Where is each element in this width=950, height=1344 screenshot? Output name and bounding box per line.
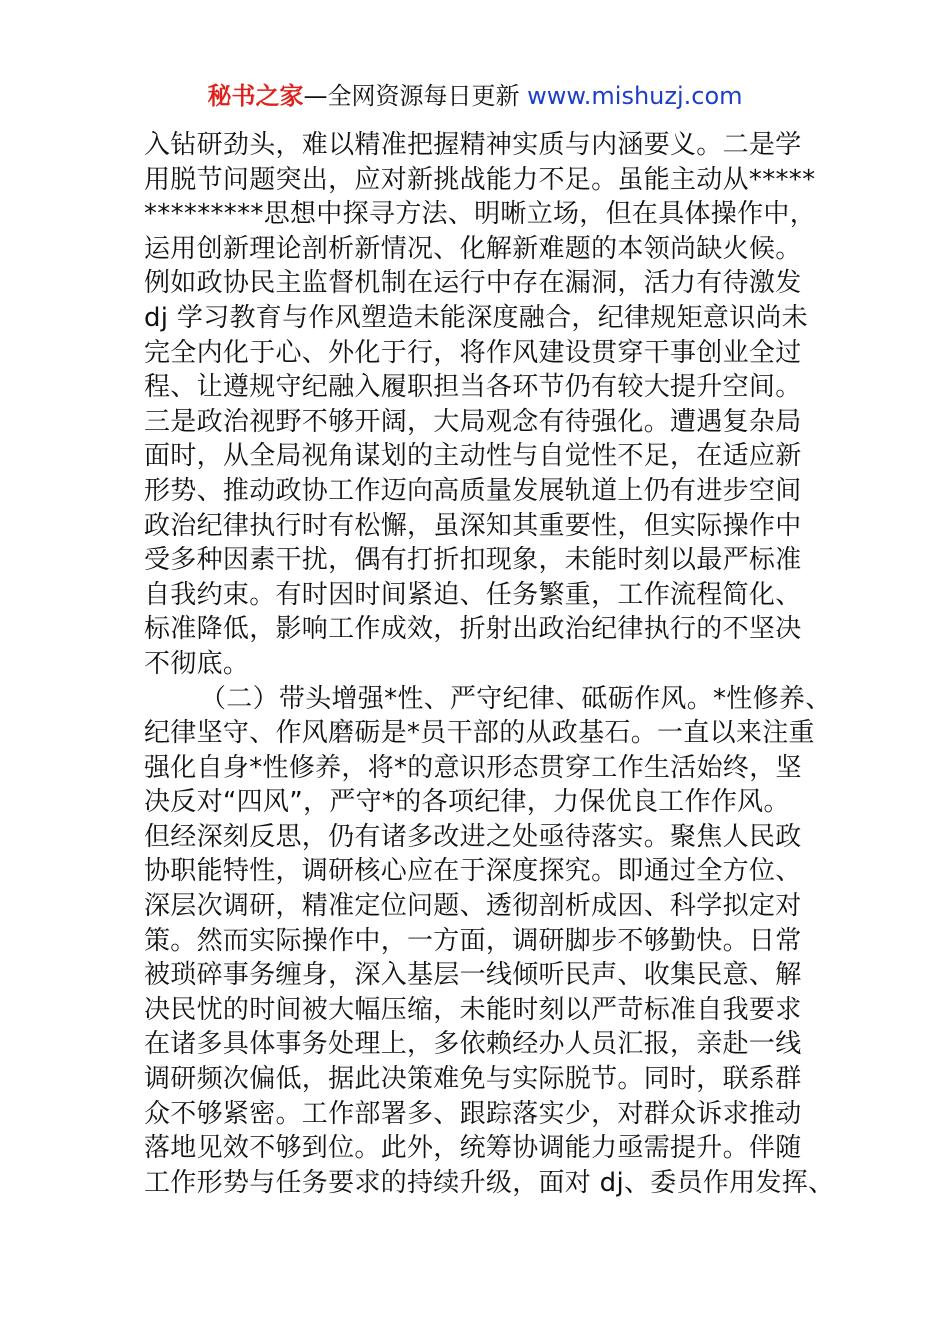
section-heading-line: （二）带头增强*性、严守纪律、砥砺作风。*性修养、 — [200, 683, 832, 714]
body-line: 入钻研劲头，难以精准把握精神实质与内涵要义。二是学 — [144, 130, 802, 160]
body-line: 决反对“四风”，严守*的各项纪律，力保优良工作作风。 — [144, 787, 790, 818]
body-line: 协职能特性，调研核心应在于深度探究。即通过全方位、 — [144, 856, 802, 887]
body-line: 众不够紧密。工作部署多、跟踪落实少，对群众诉求推动 — [144, 1098, 802, 1129]
body-line: 不彻底。 — [144, 648, 250, 679]
body-line: 政治纪律执行时有松懈，虽深知其重要性，但实际操作中 — [144, 510, 802, 541]
body-line: 但经深刻反思，仍有诸多改进之处亟待落实。聚焦人民政 — [144, 821, 802, 852]
body-line: 落地见效不够到位。此外，统筹协调能力亟需提升。伴随 — [144, 1133, 802, 1164]
body-line: 自我约束。有时因时间紧迫、任务繁重，工作流程简化、 — [144, 579, 802, 610]
body-line: 策。然而实际操作中，一方面，调研脚步不够勤快。日常 — [144, 925, 802, 956]
body-line: 决民忧的时间被大幅压缩，未能时刻以严苛标准自我要求 — [144, 994, 802, 1025]
body-line: 形势、推动政协工作迈向高质量发展轨道上仍有进步空间 — [144, 475, 802, 506]
body-line: 在诸多具体事务处理上，多依赖经办人员汇报，亲赴一线 — [144, 1029, 802, 1060]
body-line: dj 学习教育与作风塑造未能深度融合，纪律规矩意识尚未 — [144, 302, 809, 333]
body-line: 受多种因素干扰，偶有打折扣现象，未能时刻以最严标准 — [144, 545, 802, 576]
body-line: 被琐碎事务缠身，深入基层一线倾听民声、收集民意、解 — [144, 960, 802, 991]
body-line: *********思想中探寻方法、明晰立场，但在具体操作中， — [144, 199, 817, 230]
body-line: 标准降低，影响工作成效，折射出政治纪律执行的不坚决 — [144, 614, 802, 645]
body-line: 强化自身*性修养，将*的意识形态贯穿工作生活始终，坚 — [144, 752, 802, 783]
header-tagline: —全网资源每日更新 — [303, 82, 528, 110]
page-header — [0, 78, 950, 114]
document-body — [144, 128, 835, 1200]
body-line: 工作形势与任务要求的持续升级，面对 dj、委员作用发挥、 — [144, 1167, 835, 1198]
body-line: 面时，从全局视角谋划的主动性与自觉性不足，在适应新 — [144, 441, 802, 472]
body-line: 纪律坚守、作风磨砺是*员干部的从政基石。一直以来注重 — [144, 718, 815, 749]
header-url[interactable]: www.mishuzj.com — [527, 82, 743, 110]
body-line: 例如政协民主监督机制在运行中存在漏洞，活力有待激发 — [144, 268, 802, 299]
body-line: 运用创新理论剖析新情况、化解新难题的本领尚缺火候。 — [144, 233, 802, 264]
body-line: 深层次调研，精准定位问题、透彻剖析成因、科学拟定对 — [144, 891, 802, 922]
body-line: 用脱节问题突出，应对新挑战能力不足。虽能主动从***** — [144, 164, 816, 195]
body-line: 完全内化于心、外化于行，将作风建设贯穿干事创业全过 — [144, 337, 802, 368]
body-line: 调研频次偏低，据此决策难免与实际脱节。同时，联系群 — [144, 1064, 802, 1095]
body-line: 三是政治视野不够开阔，大局观念有待强化。遭遇复杂局 — [144, 406, 802, 437]
body-line: 程、让遵规守纪融入履职担当各环节仍有较大提升空间。 — [144, 372, 802, 403]
header-brand: 秘书之家 — [207, 82, 304, 110]
